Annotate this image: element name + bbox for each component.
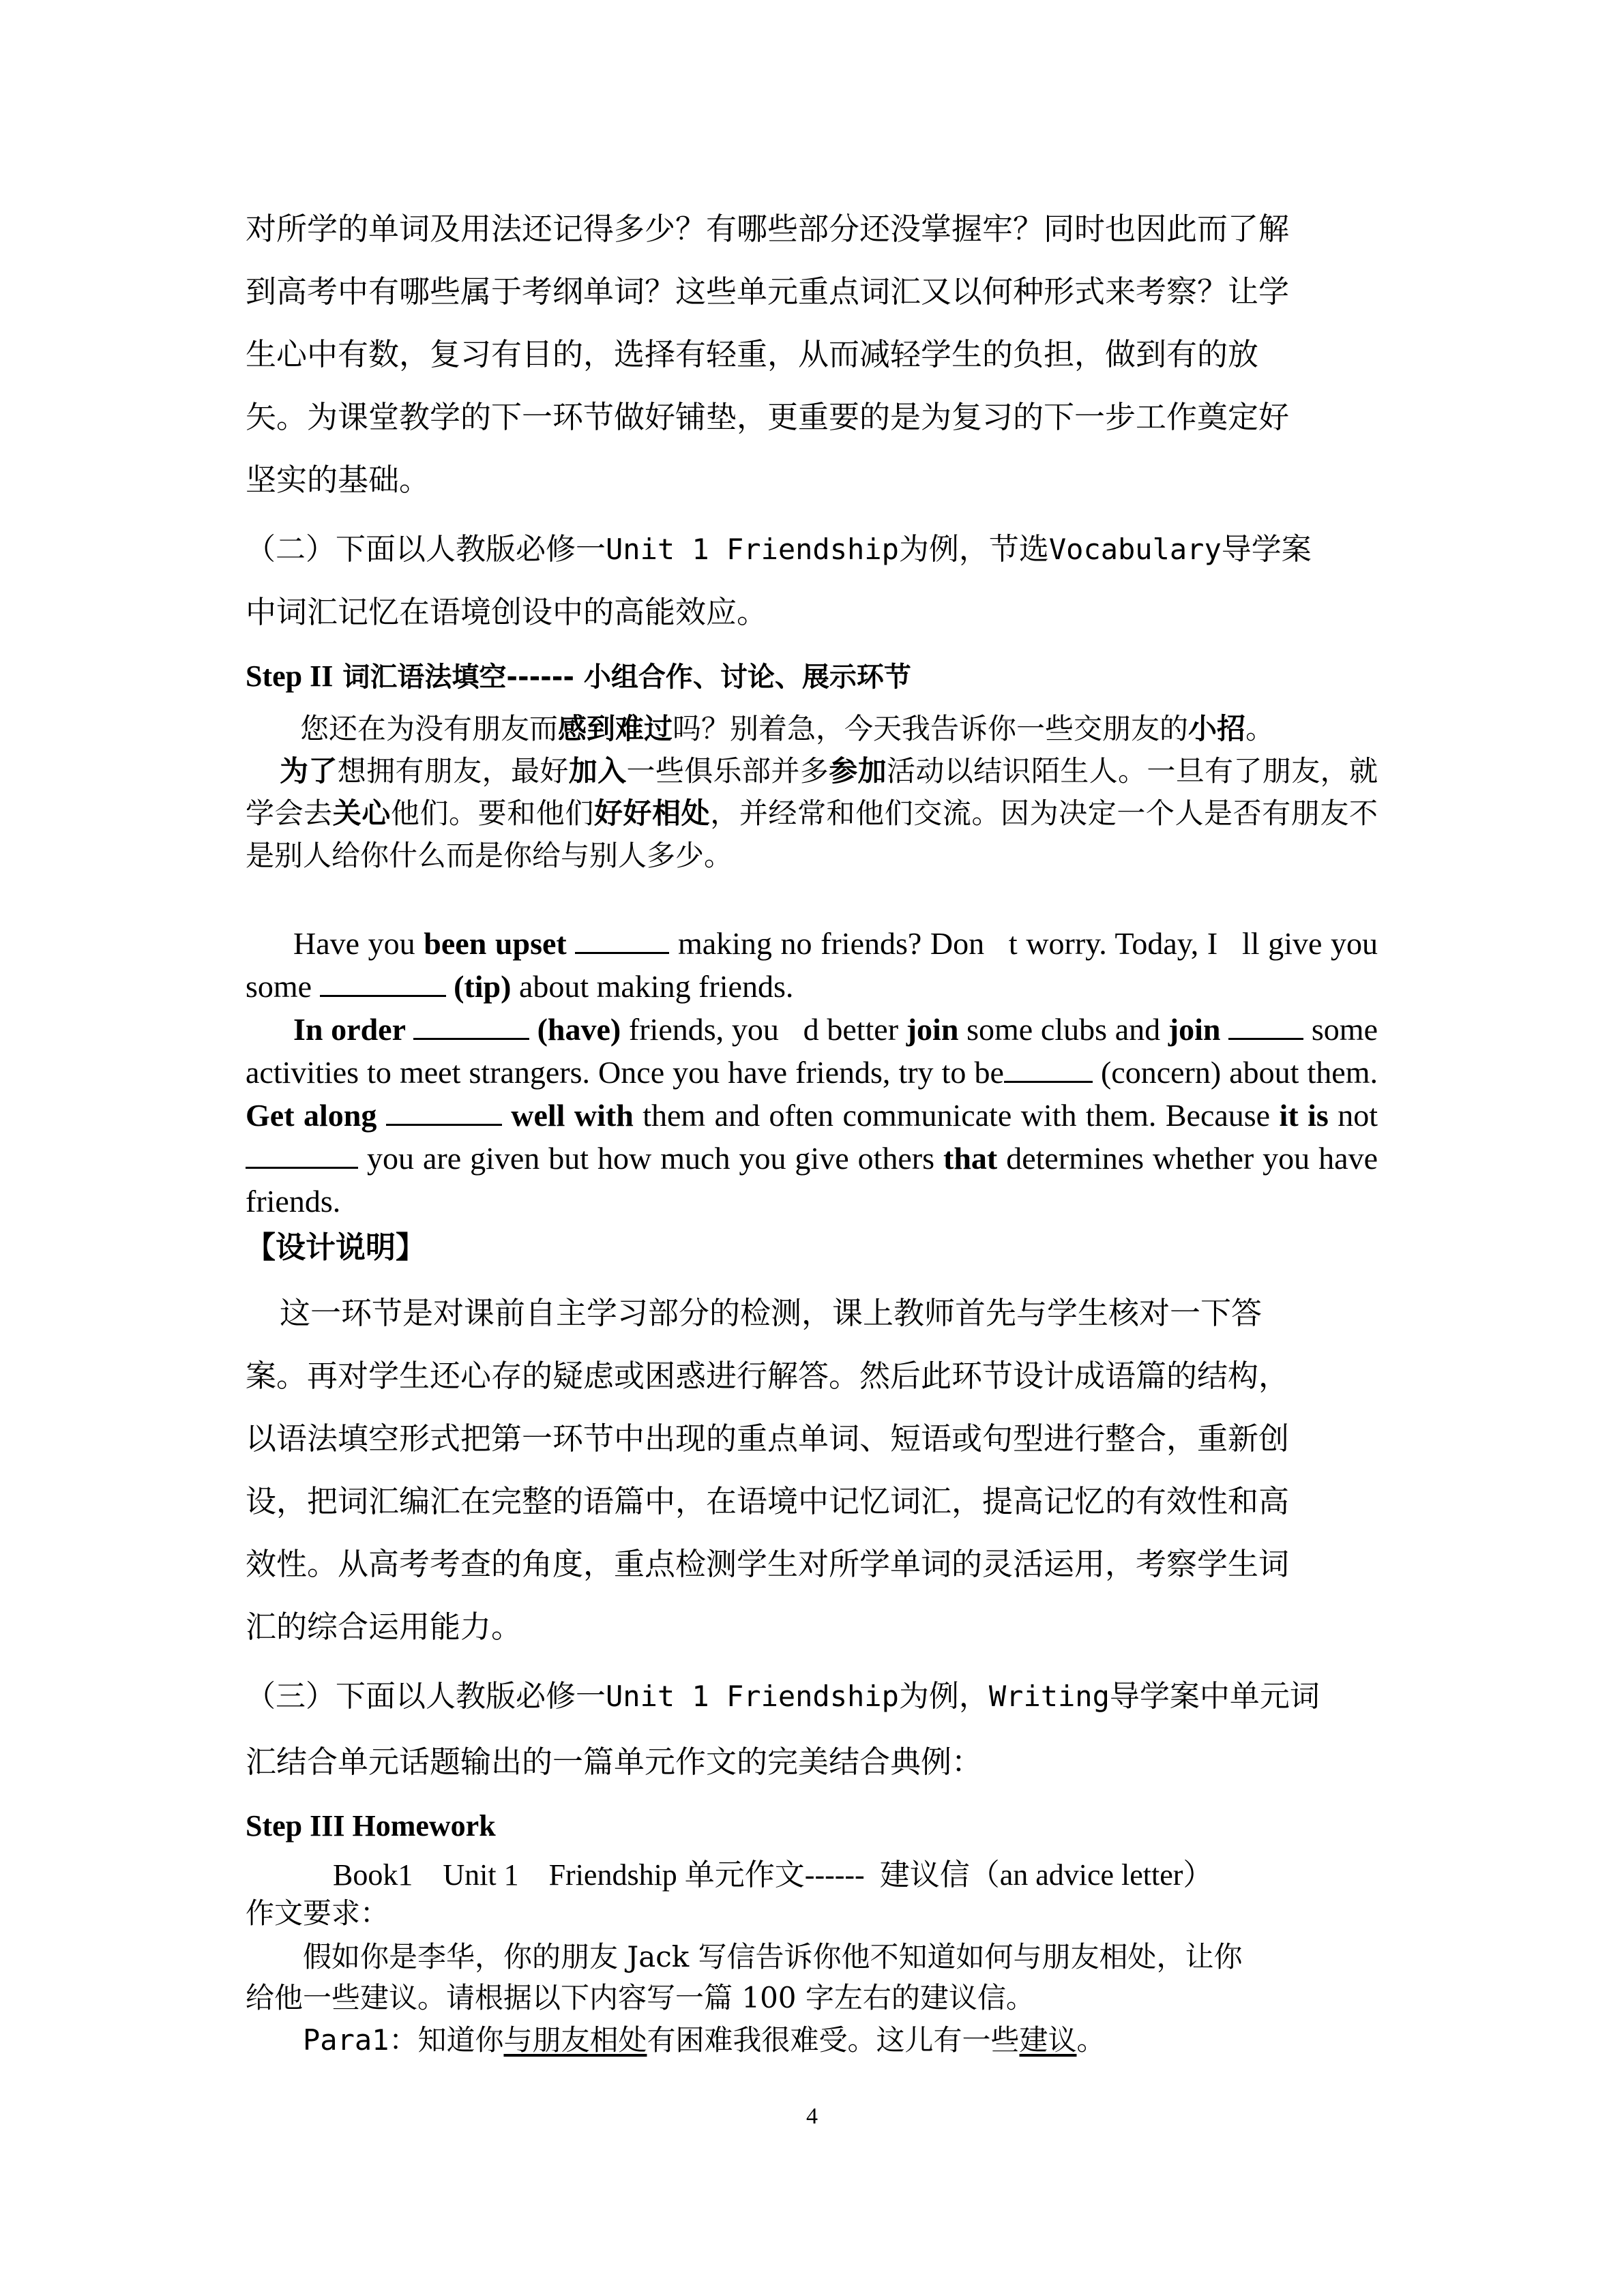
para1-outline: Para1：知道你与朋友相处有困难我很难受。这儿有一些建议。: [303, 2023, 1106, 2057]
english-passage-p1: Have you been upset making no friends? Don t worry. Today, I ll give you some (tip) about making friends.: [246, 926, 1378, 1004]
step-2-heading: [246, 656, 1378, 698]
design-note-line-2: 案。再对学生还心存的疑虑或困惑进行解答。然后此环节设计成语篇的结构，: [246, 1358, 1290, 1394]
intro-line-2: 到高考中有哪些属于考纲单词？这些单元重点词汇又以何种形式来考察？让学: [246, 273, 1290, 310]
step-3-heading: Step III Homework: [246, 1809, 496, 1843]
design-note-line-1: 这一环节是对课前自主学习部分的检测，课上教师首先与学生核对一下答: [280, 1295, 1263, 1331]
blank-6: [386, 1098, 502, 1126]
design-note-line-5: 效性。从高考考查的角度，重点检测学生对所学单词的灵活运用，考察学生词: [246, 1546, 1290, 1582]
english-cloze-passage: [246, 922, 1378, 1223]
blank-1: [575, 926, 669, 954]
design-note-title: 【设计说明】: [246, 1230, 426, 1265]
blank-2: [320, 969, 446, 997]
blank-5: [1004, 1055, 1093, 1083]
section-3-heading: （三）下面以人教版必修一Unit 1 Friendship为例，Writing导学案中单元词: [246, 1679, 1320, 1714]
step-2-label: Step II: [246, 659, 334, 693]
section-2-line-2: 中词汇记忆在语境创设中的高能效应。: [246, 594, 768, 630]
design-note-body: [246, 1282, 1378, 1658]
blank-4: [1228, 1012, 1303, 1040]
requirements-line-2: 给他一些建议。请根据以下内容写一篇 100 字左右的建议信。: [246, 1981, 1035, 2014]
design-note-line-4: 设，把词汇编汇在完整的语篇中，在语境中记忆词汇，提高记忆的有效性和高: [246, 1483, 1290, 1519]
design-note-line-6: 汇的综合运用能力。: [246, 1609, 522, 1645]
chinese-passage-p1: 您还在为没有朋友而感到难过吗？别着急，今天我告诉你一些交朋友的小招。: [300, 712, 1275, 745]
blank-7: [246, 1141, 358, 1169]
intro-line-1: 对所学的单词及用法还记得多少？有哪些部分还没掌握牢？同时也因此而了解: [246, 211, 1290, 247]
intro-line-5: 坚实的基础。: [246, 462, 430, 498]
intro-line-4: 矢。为课堂教学的下一环节做好铺垫，更重要的是为复习的下一步工作奠定好: [246, 399, 1290, 435]
blank-3: [413, 1012, 529, 1040]
step-2-title: 词汇语法填空------ 小组合作、讨论、展示环节: [342, 661, 911, 693]
homework-task-line: Book1 Unit 1 Friendship 单元作文------ 建议信（an advice letter）: [333, 1858, 1213, 1892]
requirements-label: 作文要求：: [246, 1896, 389, 1930]
page-number: 4: [806, 2104, 818, 2129]
english-passage-p2: In order (have) friends, you d better join some clubs and join some activities to meet strangers. Once you have friends, try to be (concern) about them. Get along well with them and often communicate with them. Because it is not you are given but how much you give others that determines whether you have friends.: [246, 1012, 1378, 1219]
design-note-line-3: 以语法填空形式把第一环节中出现的重点单词、短语或句型进行整合，重新创: [246, 1420, 1290, 1457]
section-2-heading: （二）下面以人教版必修一Unit 1 Friendship为例，节选Vocabulary导学案: [246, 532, 1312, 567]
intro-paragraph: [246, 198, 1378, 511]
intro-line-3: 生心中有数，复习有目的，选择有轻重，从而减轻学生的负担，做到有的放: [246, 336, 1259, 372]
chinese-passage-p2: 为了想拥有朋友，最好加入一些俱乐部并多参加活动以结识陌生人。一旦有了朋友，就学会去关心他们。要和他们好好相处，并经常和他们交流。因为决定一个人是否有朋友不是别人给你什么而是你给与别人多少。: [246, 754, 1378, 872]
section-3-line-2: 汇结合单元话题输出的一篇单元作文的完美结合典例：: [246, 1744, 983, 1780]
requirements-line-1: 假如你是李华，你的朋友 Jack 写信告诉你他不知道如何与朋友相处，让你: [303, 1940, 1243, 1973]
chinese-passage: [246, 708, 1378, 877]
